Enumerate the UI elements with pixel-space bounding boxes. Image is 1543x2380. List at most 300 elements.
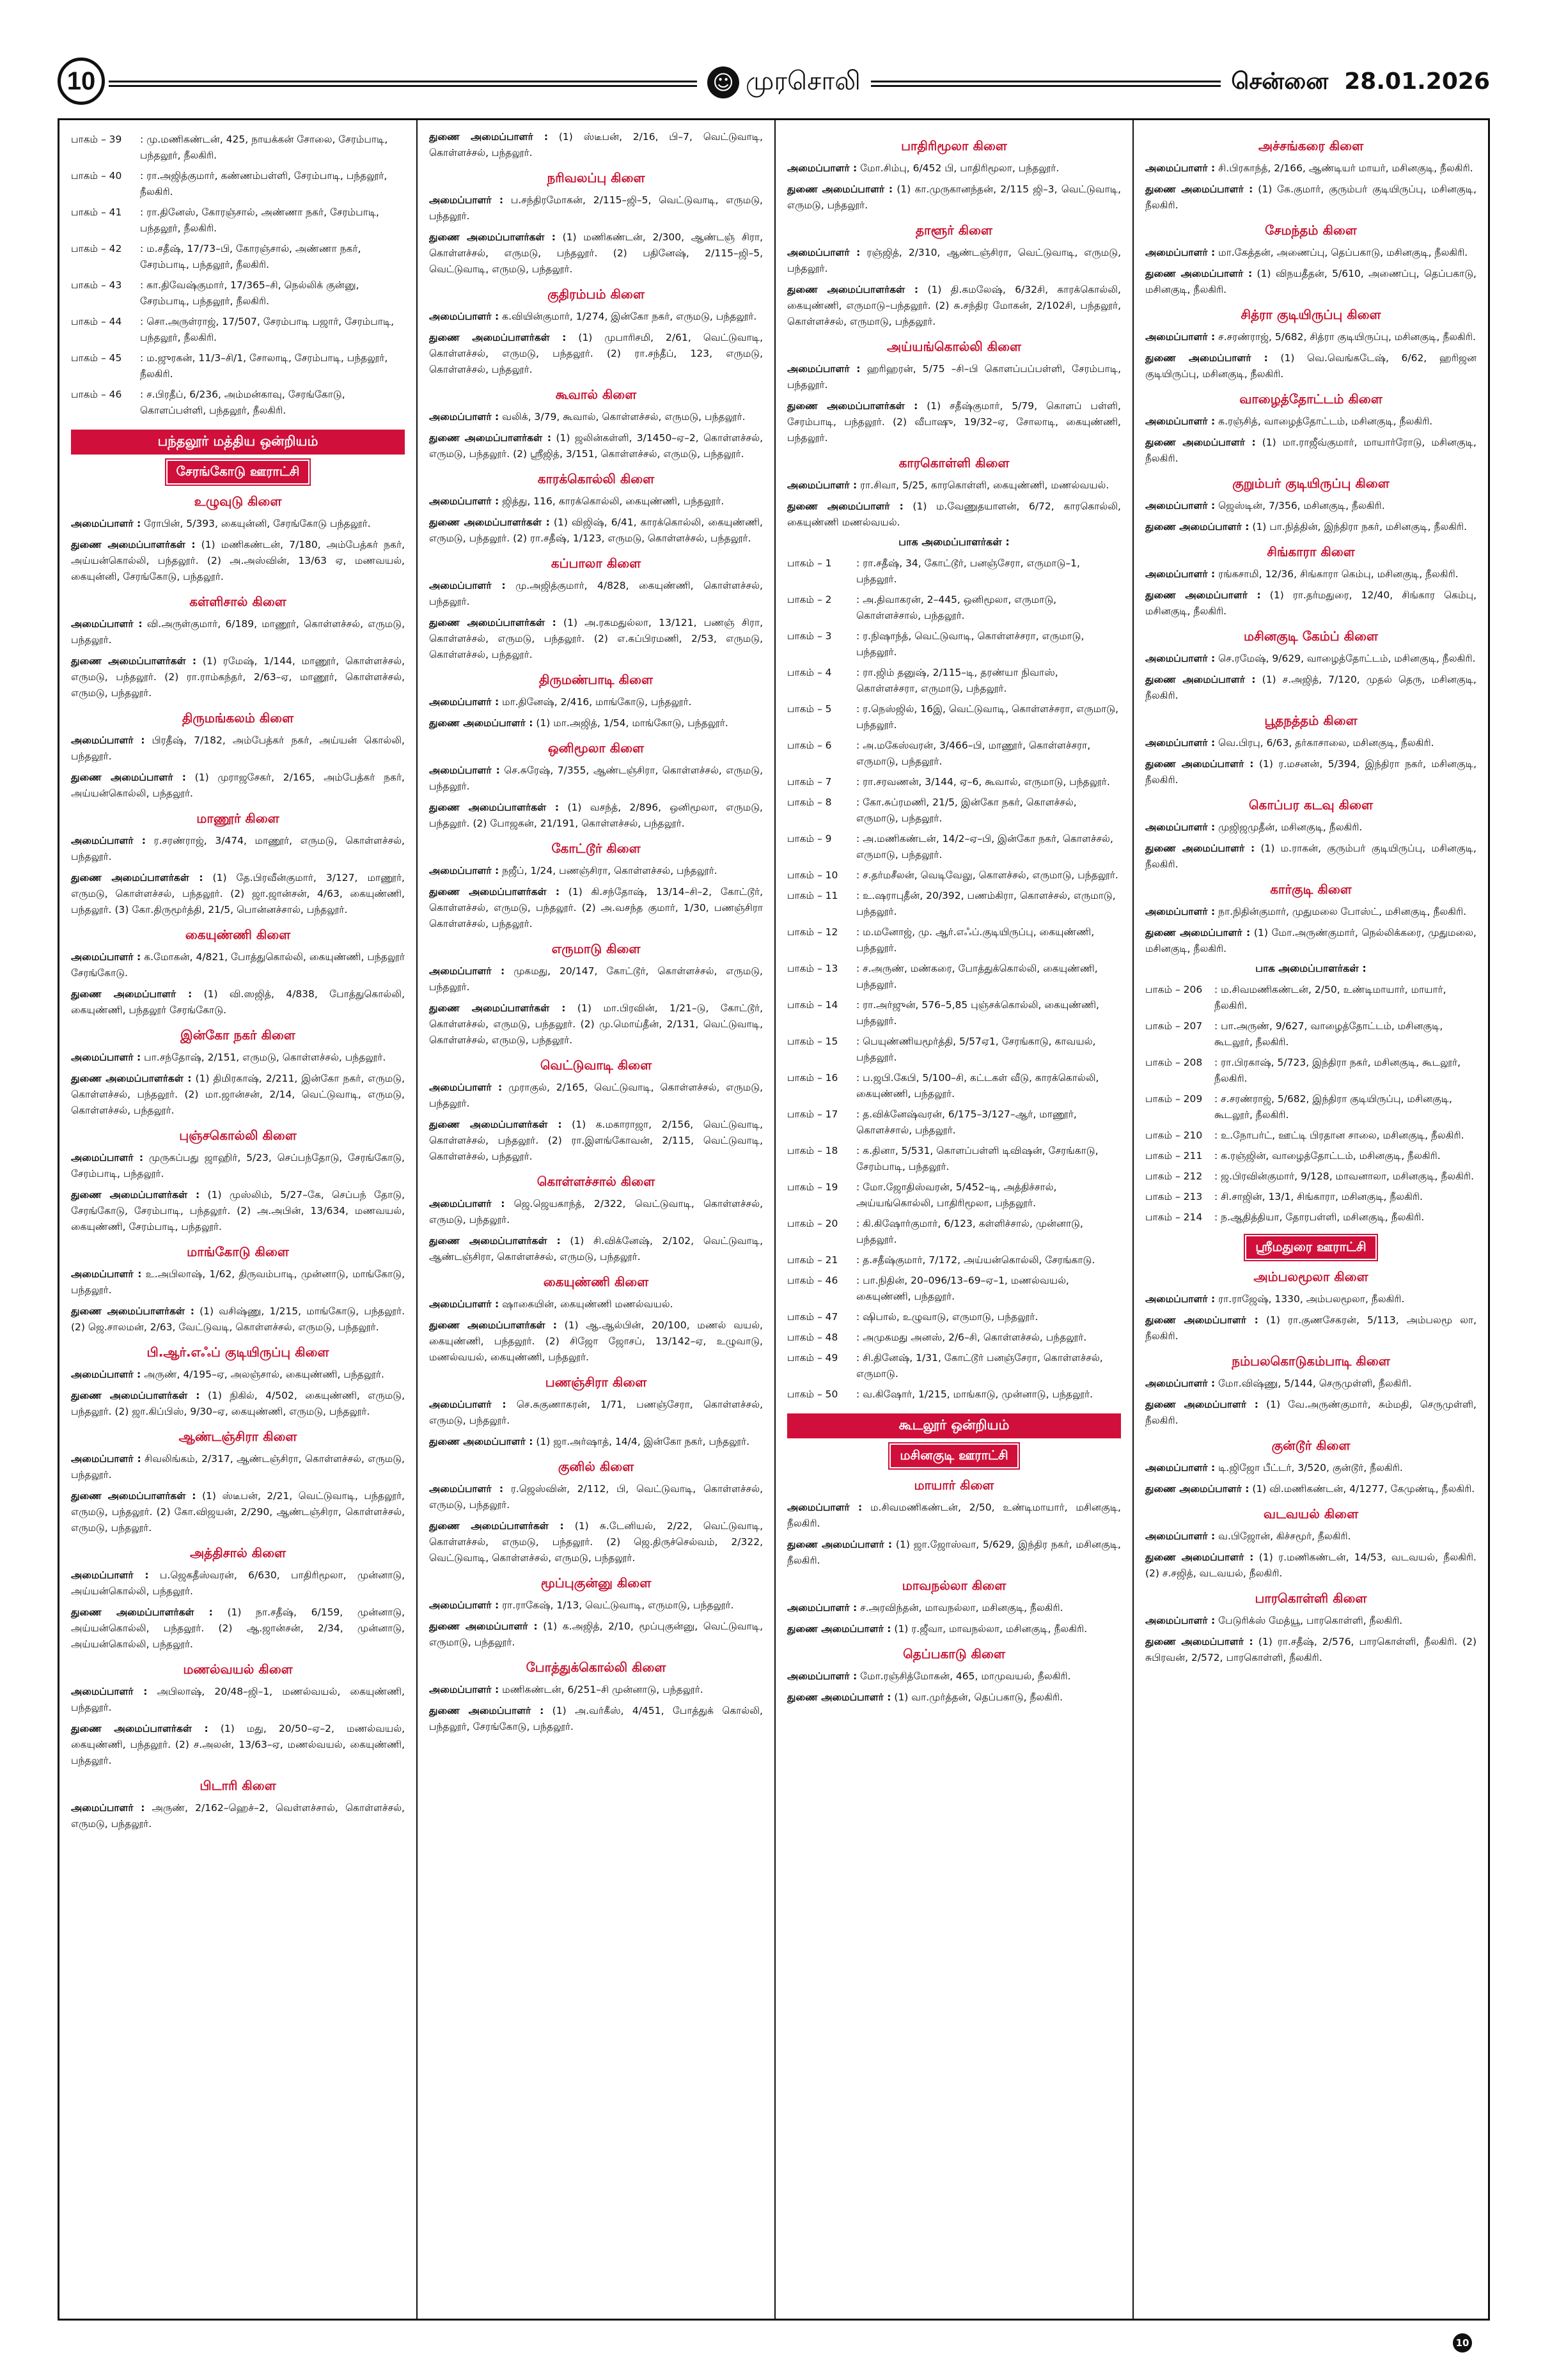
organizer-entry-label: அமைப்பாளர் : <box>787 162 858 174</box>
organizer-entry-label: அமைப்பாளர் : <box>71 835 146 846</box>
deputy-organizer-entry-text: (1) தி.கமலேஷ், 6/32சி, காரக்கொல்லி, கையுண்ணி, எருமாடு–பந்தலூர். (2) சு.சந்திர மோகன், 2/102சி, பந்தலூர், கொள்ளச்சல், எருமாடு, பந்தலூர். <box>787 284 1121 327</box>
organizer-entry-text: க.மோகன், 4/821, போத்துகொல்லி, கையுண்ணி, பந்தலூர் சேரங்கோடு. <box>71 951 405 979</box>
booth-row <box>1145 1018 1476 1055</box>
deputy-organizer-entry-text: (1) முஸ்லிம், 5/27–கே, செப்பந் தோடு, சேரங்கோடு, சேரம்பாடி, பந்தலூர். (2) அ.அபின், 13/634, மணவயல், கையுண்ணி, சேரம்பாடி, பந்தலூர். <box>71 1189 405 1233</box>
deputy-organizer-entry <box>71 1721 405 1769</box>
booth-agent: : ர.நெஸ்ஜில், 16இ, வெட்டுவாடி, கொள்ளச்சரா, எருமாடு, பந்தலூர். <box>856 703 1119 731</box>
deputy-organizer-entry <box>429 1619 763 1651</box>
organizer-entry-text: செ.ரமேஷ், 9/629, வாழைத்தோட்டம், மசினகுடி, நீலகிரி. <box>1218 653 1476 664</box>
deputy-organizer-entry <box>429 1518 763 1566</box>
deputy-organizer-entry-text: (1) வசிஷ்ணு, 1/215, மாங்கோடு, பந்தலூர். (2) ஜெ.சாலமன், 2/63, வேட்டுவடி, கொள்ளச்சல், எருமடு, பந்தலூர். <box>71 1305 405 1333</box>
deputy-organizer-entry-label: துணை அமைப்பாளர் : <box>429 1436 533 1447</box>
organizer-entry-text: முராகுல், 2/165, வெட்டுவாடி, கொள்ளச்சல், எருமடு, பந்தலூர். <box>429 1082 763 1109</box>
deputy-organizer-entry <box>71 537 405 585</box>
deputy-organizer-entry-label: துணை அமைப்பாளர்கள் : <box>429 432 552 444</box>
organizer-entry <box>71 1567 405 1599</box>
deputy-organizer-entry-text: (1) ம.ராகன், குரும்பர் குடியிருப்பு, மசினகுடி, நீலகிரி. <box>1145 843 1476 870</box>
organizer-entry-label: அமைப்பாளர் : <box>1145 568 1216 580</box>
deputy-organizer-entry-label: துணை அமைப்பாளர்கள் : <box>429 1520 564 1532</box>
branch-heading: மாவநல்லா கிளை <box>902 1578 1006 1593</box>
booth-row <box>787 1034 1121 1070</box>
organizer-entry-label: அமைப்பாளர் : <box>787 1602 858 1614</box>
deputy-organizer-entry-label: துணை அமைப்பாளர் : <box>1145 183 1253 195</box>
booth-row <box>787 867 1121 888</box>
deputy-organizer-entry-text: (1) வெ.வெங்கடேஷ், 6/62, ஹரிஜன குடியிருப்பு, மசினகுடி, நீலகிரி. <box>1145 352 1476 380</box>
deputy-organizer-entry-text: (1) ச.அஜித், 7/120, முதல் தெரு, மசினகுடி, நீலகிரி. <box>1145 674 1476 701</box>
booth-row <box>787 831 1121 867</box>
deputy-organizer-entry-label: துணை அமைப்பாளர்கள் : <box>71 1490 196 1502</box>
organizer-entry <box>1145 498 1476 514</box>
organizer-entry <box>1145 1528 1476 1544</box>
deputy-organizer-entry <box>787 1621 1121 1637</box>
deputy-organizer-entry <box>429 1000 763 1048</box>
booth-number: பாகம் – 47 <box>787 1311 838 1323</box>
deputy-organizer-entry-label: துணை அமைப்பாளர் : <box>787 183 893 195</box>
branch-heading: கப்பாலா கிளை <box>551 556 641 571</box>
branch-heading: போத்துக்கொல்லி கிளை <box>526 1660 666 1675</box>
branch-heading: பிடாரி கிளை <box>200 1778 276 1793</box>
booth-number: பாகம் – 209 <box>1145 1093 1203 1105</box>
organizer-entry-text: பா.சந்தோஷ், 2/151, எருமடு, கொள்ளச்சல், பந்தலூர். <box>144 1052 386 1063</box>
booth-number: பாகம் – 45 <box>71 352 122 364</box>
deputy-organizer-entry-text: (1) ர.ஜீவா, மாவநல்லா, மசினகுடி, நீலகிரி. <box>894 1623 1088 1635</box>
booth-agent: : த.விக்னேஷ்வரன், 6/175–3/127–ஆர், மாணூர், கொளச்சால், பந்தலூர். <box>856 1108 1077 1136</box>
organizer-entry <box>1145 566 1476 582</box>
booth-number: பாகம் – 2 <box>787 594 832 605</box>
deputy-organizer-entry <box>71 770 405 802</box>
organizer-entry-label: அமைப்பாளர் : <box>71 1569 149 1581</box>
booth-agent: : க.ரஞ்ஜின், வாழைத்தோட்டம், மசினகுடி, நீலகிரி. <box>1214 1150 1441 1162</box>
deputy-organizer-entry-label: துணை அமைப்பாளர் : <box>1145 1483 1249 1495</box>
branch-heading: தாளூர் கிளை <box>916 222 992 238</box>
deputy-organizer-entry-text: (1) கி.சந்தோஷ், 13/14–சி–2, கோட்டூர், கொள்ளச்சல், எருமடு, பந்தலூர். (2) அ.வசந்த குமார், 1/30, பணஞ்சிரா கொள்ளச்சல், பந்தலூர். <box>429 886 763 929</box>
deputy-organizer-entry-text: (1) சதீஷ்குமார், 5/79, கொளப் பள்ளி, சேரம்பாடி, பந்தலூர். (2) வீபாஷு, 19/32–ஏ, சோலாடி, கையுண்ணி, பந்தலூர். <box>787 400 1121 444</box>
booth-agent: : க.தினா, 5/531, கொளப்பள்ளி டிவிஷன், சேரங்காடு, சேரம்பாடி, பந்தலூர். <box>856 1145 1099 1172</box>
deputy-organizer-entry-text: (1) அ.வர்கீஸ், 4/451, போத்துக் கொல்லி, பந்தலூர், சேரங்கோடு, பந்தலூர். <box>429 1705 763 1732</box>
deputy-organizer-entry-label: துணை அமைப்பாளர் : <box>1145 352 1268 364</box>
booth-agent: : ர.நிஷாந்த், வெட்டுவாடி, கொள்ளச்சரா, எருமாடு, பந்தலூர். <box>856 630 1085 658</box>
branch-heading: குன்டூர் கிளை <box>1271 1438 1351 1453</box>
deputy-organizer-entry-label: துணை அமைப்பாளர்கள் : <box>787 284 919 295</box>
booth-agent: : ச.அருண், மண்கரை, போத்துக்கொல்லி, கையுண்ணி, பந்தலூர். <box>856 963 1098 990</box>
booth-number: பாகம் – 9 <box>787 833 832 844</box>
organizer-entry-text: மோ.விஷ்ணு, 5/144, செருமுள்ளி, நீலகிரி. <box>1218 1378 1412 1389</box>
organizer-entry <box>429 309 763 325</box>
booth-number: பாகம் – 20 <box>787 1218 838 1229</box>
organizer-entry-text: சி.பிரகாந்த், 2/166, ஆண்டியர் மாயர், மசினகுடி, நீலகிரி. <box>1218 162 1473 174</box>
deputy-organizer-entry <box>429 515 763 547</box>
organizer-entry-label: அமைப்பாளர் : <box>71 518 141 529</box>
deputy-organizer-entry-label: துணை அமைப்பாளர்கள் : <box>429 802 560 813</box>
booth-row <box>787 961 1121 997</box>
booth-table <box>1145 982 1476 1230</box>
organizer-entry-text: மணிகண்டன், 6/251–சி முன்னாடு, பந்தலூர். <box>502 1684 703 1695</box>
deputy-organizer-entry <box>1145 266 1476 298</box>
organizer-entry <box>787 1600 1121 1616</box>
masthead-title: முரசொலி <box>746 66 861 96</box>
booth-row <box>787 1070 1121 1107</box>
organizer-entry-label: அமைப்பாளர் : <box>1145 416 1216 427</box>
branch-heading: குறும்பர் குடியிருப்பு கிளை <box>1232 476 1390 491</box>
booth-row <box>71 350 405 387</box>
organizer-entry-text: ஜெஸ்டின், 7/356, மசினகுடி, நீலகிரி. <box>1218 500 1385 511</box>
organizer-entry-text: சிவலிங்கம், 2/317, ஆண்டஞ்சிரா, கொள்ளச்சல், எருமடு, பந்தலூர். <box>71 1453 405 1481</box>
booth-row <box>1145 1055 1476 1091</box>
booth-agent: : உ.ஷராபுதீன், 20/392, பணம்கிரா, கொளச்சல், எருமாடு, பந்தலூர். <box>856 890 1116 917</box>
organizer-entry-label: அமைப்பாளர் : <box>71 1453 141 1465</box>
branch-heading: அய்யங்கொல்லி கிளை <box>886 339 1022 354</box>
deputy-organizer-entry <box>71 1071 405 1119</box>
organizer-entry-label: அமைப்பாளர் : <box>71 951 141 963</box>
deputy-organizer-entry-label: துணை அமைப்பாளர் : <box>787 1623 891 1635</box>
deputy-organizer-entry-text: (1) ம.வேணுதயாளன், 6/72, காரகொல்லி, கையுண்ணி மணல்வயல். <box>787 501 1121 528</box>
booth-agent: : ச.தர்மசீலன், வெடிவேலு, கொளச்சல், எருமாடு, பந்தலூர். <box>856 869 1118 881</box>
column-4 <box>1134 120 1488 2319</box>
deputy-organizer-entry <box>429 800 763 832</box>
organizer-entry-text: ரா.ராஜேஷ், 1330, அம்பலமூலா, நீலகிரி. <box>1218 1293 1405 1305</box>
organizer-entry <box>1145 735 1476 751</box>
deputy-organizer-entry-text: (1) வா.முர்த்தன், தெப்பகாடு, நீலகிரி. <box>894 1692 1063 1703</box>
branch-heading: மசினகுடி கேம்ப் கிளை <box>1244 628 1378 644</box>
booth-agent: : ம.சிவமணிகண்டன், 2/50, உண்டிமாயார், மாயார், நீலகிரி. <box>1214 984 1446 1011</box>
organizer-entry <box>429 1196 763 1228</box>
organizer-entry-text: ஜித்து, 116, காரக்கொல்லி, கையுண்ணி, பந்தலூர். <box>502 495 725 507</box>
organizer-entry-text: மா.தினேஷ், 2/416, மாங்கோடு, பந்தலூர். <box>502 696 692 708</box>
deputy-organizer-entry-label: துணை அமைப்பாளர் : <box>787 1539 893 1550</box>
organizer-entry-text: ஜெ.ஜெயகாந்த், 2/322, வெட்டுவாடி, கொள்ளச்சல், எருமடு, பந்தலூர். <box>429 1198 763 1225</box>
organizer-entry <box>1145 1376 1476 1392</box>
dateline-city: சென்னை <box>1231 68 1329 95</box>
deputy-organizer-entry-label: துணை அமைப்பாளர் : <box>1145 674 1256 685</box>
booth-agent: : ம.சதீஷ், 17/73–பி, கோரஞ்சால், அண்ணா நகர், சேரம்பாடி, பந்தலூர், நீலகிரி. <box>140 243 361 270</box>
deputy-organizer-entry-text: (1) நா.சதீஷ், 6/159, முன்னாடு, அய்யன்கொல்லி, பந்தலூர். (2) ஆ.ஜான்சன், 2/34, முன்னாடு, அய்யன்கொல்லி, பந்தலூர். <box>71 1606 405 1650</box>
booth-agent: : ச.சரண்ராஜ், 5/682, இந்திரா குடியிருப்பு, மசினகுடி, கூடலூர், நீலகிரி. <box>1214 1093 1452 1121</box>
deputy-organizer-entry-label: துணை அமைப்பாளர்கள் : <box>429 1319 557 1331</box>
organizer-entry-text: ப.சந்திரமோகன், 2/115–ஜி–5, வெட்டுவாடி, எருமடு, பந்தலூர். <box>429 194 763 222</box>
booth-number: பாகம் – 44 <box>71 316 122 327</box>
deputy-organizer-entry-text: (1) ஜலின்கள்ளி, 3/1450–ஏ–2, கொள்ளச்சல், எருமடு, பந்தலூர். (2) ஸ்ரீஜித், 3/151, கொள்ளச்சல், எருமடு, பந்தலூர். <box>429 432 763 460</box>
booth-row <box>1145 1091 1476 1128</box>
booth-agent: : ஷிபால், உழுவாடு, எருமாடு, பந்தலூர். <box>856 1311 1038 1323</box>
deputy-organizer-entry <box>1145 1634 1476 1666</box>
organizer-entry <box>1145 414 1476 430</box>
booth-row <box>1145 982 1476 1018</box>
deputy-organizer-entry-label: துணை அமைப்பாளர் : <box>71 988 192 1000</box>
organizer-entry-text: மோ.ரஞ்சித்மோகன், 465, மாமுவயல், நீலகிரி. <box>860 1670 1071 1682</box>
deputy-organizer-entry-label: துணை அமைப்பாளர் : <box>1145 437 1256 448</box>
branch-heading: உழுவுடு கிளை <box>194 494 282 509</box>
deputy-organizer-entry <box>429 129 763 161</box>
deputy-organizer-entry-label: துணை அமைப்பாளர் : <box>1145 268 1253 279</box>
booth-agent: : ரா.அர்ஜுன், 576–5,85 புஞ்சக்கொல்லி, கையுண்ணி, பந்தலூர். <box>856 999 1099 1027</box>
deputy-organizer-entry-text: (1) சி.விக்னேஷ், 2/102, வெட்டுவாடி, ஆண்டஞ்சிரா, கொள்ளச்சல், எருமடு, பந்தலூர். <box>429 1235 763 1263</box>
organizer-entry-label: அமைப்பாளர் : <box>71 735 145 746</box>
branch-heading: இன்கோ நகர் கிளை <box>180 1027 295 1043</box>
deputy-organizer-entry-label: துணை அமைப்பாளர் : <box>429 1705 544 1716</box>
booth-agents-heading: பாக அமைப்பாளர்கள் : <box>898 536 1010 548</box>
organizer-entry-label: அமைப்பாளர் : <box>1145 1378 1216 1389</box>
organizer-entry-label: அமைப்பாளர் : <box>1145 1462 1216 1474</box>
deputy-organizer-entry-text: (1) ரமேஷ், 1/144, மாணூர், கொள்ளச்சல், எருமடு, பந்தலூர். (2) ரா.ராம்கந்தர், 2/63–ஏ, மாணூர், கொள்ளச்சல், எருமடு, பந்தலூர். <box>71 655 405 699</box>
deputy-organizer-entry-text: (1) முபாரிசமி, 2/61, வெட்டுவாடி, கொள்ளச்சல், எருமடு, பந்தலூர். (2) ரா.சந்தீப், 123, எருமடு, கொள்ளச்சல், பந்தலூர். <box>429 332 763 375</box>
organizer-entry-text: பிரதீஷ், 7/182, அம்பேத்கர் நகர், அய்யன் கொல்லி, பந்தலூர். <box>71 735 405 762</box>
booth-number: பாகம் – 50 <box>787 1388 838 1400</box>
organizer-entry <box>787 160 1121 176</box>
sun-logo-icon: ☺ <box>707 66 739 98</box>
organizer-entry-text: க.வியின்குமார், 1/274, இன்கோ நகர், எருமடு, பந்தலூர். <box>502 311 757 322</box>
deputy-organizer-entry-label: துணை அமைப்பாளர்கள் : <box>429 1119 562 1130</box>
deputy-organizer-entry <box>429 884 763 932</box>
deputy-organizer-entry-text: (1) மணிகண்டன், 2/300, ஆண்டஞ் சிரா, கொள்ளச்சல், எருமடு, பந்தலூர். (2) பதினேஷ், 2/115–ஜி–5, வெட்டுவாடி, எருமடு, பந்தலூர். <box>429 231 763 275</box>
booth-agent: : வ.கிஷோர், 1/215, மாங்காடு, முன்னாடு, பந்தலூர். <box>856 1388 1093 1400</box>
organizer-entry <box>1145 651 1476 667</box>
organizer-entry <box>71 616 405 648</box>
deputy-organizer-entry-label: துணை அமைப்பாளர் : <box>1145 1552 1254 1563</box>
booth-row <box>787 774 1121 795</box>
organizer-entry-label: அமைப்பாளர் : <box>429 1082 503 1093</box>
booth-number: பாகம் – 214 <box>1145 1211 1203 1223</box>
booth-row <box>787 1143 1121 1179</box>
organizer-entry <box>1145 820 1476 836</box>
dateline-date: 28.01.2026 <box>1344 68 1490 95</box>
organizer-entry-label: அமைப்பாளர் : <box>1145 331 1216 343</box>
deputy-organizer-entry <box>1145 182 1476 214</box>
booth-table <box>787 556 1121 1407</box>
booth-agent: : ரா.சதீஷ், 34, கோட்டூர், பனஞ்சேரா, எருமாடு–1, பந்தலூர். <box>856 557 1080 585</box>
branch-heading: அம்பலமூலா கிளை <box>1253 1269 1368 1284</box>
organizer-entry-label: அமைப்பாளர் : <box>429 865 499 876</box>
deputy-organizer-entry-label: துணை அமைப்பாளர் : <box>1145 521 1249 533</box>
deputy-organizer-entry <box>429 330 763 378</box>
organizer-entry-text: செ.சுகுணாகரன், 1/71, பணஞ்சேரா, கொள்ளச்சல், எருமடு, பந்தலூர். <box>429 1399 763 1426</box>
booth-row <box>1145 1209 1476 1230</box>
organizer-entry-text: அருண், 2/162–ஹெச்–2, வெள்ளச்சால், கொள்ளச்சல், எருமடு, பந்தலூர். <box>71 1802 405 1830</box>
deputy-organizer-entry <box>71 986 405 1018</box>
deputy-organizer-entry-label: துணை அமைப்பாளர் : <box>71 772 186 783</box>
booth-agent: : ம.மனோஜ், மு. ஆர்.எஃப்.குடியிருப்பு, கையுண்ணி, பந்தலூர். <box>856 926 1095 954</box>
deputy-organizer-entry-text: (1) க.மகாராஜா, 2/156, வெட்டுவாடி, கொள்ளச்சல், பந்தலூர். (2) ரா.இளங்கோவன், 2/115, வெட்டுவாடி, கொள்ளச்சல், பந்தலூர். <box>429 1119 764 1162</box>
deputy-organizer-entry-label: துணை அமைப்பாளர் : <box>787 501 904 512</box>
deputy-organizer-entry <box>71 1605 405 1653</box>
organizer-entry-label: அமைப்பாளர் : <box>429 1198 505 1209</box>
booth-number: பாகம் – 41 <box>71 206 122 218</box>
organizer-entry <box>71 949 405 981</box>
deputy-organizer-entry-text: (1) மா.அஜித், 1/54, மாங்கோடு, பந்தலூர். <box>536 717 728 729</box>
deputy-organizer-entry <box>1145 519 1476 535</box>
organizer-entry-text: நஜீப், 1/24, பணஞ்சிரா, கொள்ளச்சல், பந்தலூர். <box>502 865 717 876</box>
booth-agent: : கா.திவேஷ்குமார், 17/365–சி, நெல்லிக் குன்னு, சேரம்பாடி, பந்தலூர், நீலகிரி. <box>140 279 359 307</box>
booth-agent: : ரா.தினேஸ், கோரஞ்சால், அண்ணா நகர், சேரம்பாடி, பந்தலூர், நீலகிரி. <box>140 206 379 234</box>
deputy-organizer-entry <box>71 1303 405 1335</box>
organizer-entry-label: அமைப்பாளர் : <box>1145 247 1216 258</box>
organizer-entry-text: ப.ஜெகதீஸ்வரன், 6/630, பாதிரிமூலா, முன்னாடு, அய்யன்கொல்லி, பந்தலூர். <box>71 1569 405 1597</box>
booth-row <box>787 701 1121 738</box>
booth-agent: : சி.சாஜின், 13/1, சிங்காரா, மசினகுடி, நீலகிரி. <box>1214 1191 1423 1202</box>
organizer-entry <box>71 1800 405 1832</box>
organizer-entry-text: ரங்கசாமி, 12/36, சிங்காரா கெம்பு, மசினகுடி, நீலகிரி. <box>1218 568 1459 580</box>
branch-heading: திருமங்கலம் கிளை <box>182 710 294 726</box>
booth-agent: : அமுகமது அனஸ், 2/6–சி, கொள்ளச்சல், பந்தலூர். <box>856 1332 1087 1343</box>
booth-agent: : ரா.ஜிம் தனுஷ், 2/115–டி, தரண்யா நிவாஸ், கொள்ளச்சரா, எருமாடு, பந்தலூர். <box>856 667 1058 694</box>
booth-row <box>71 241 405 277</box>
deputy-organizer-entry <box>1145 1397 1476 1429</box>
deputy-organizer-entry-text: (1) மா.பிரவின், 1/21–டு, கோட்டூர், கொள்ளச்சல், எருமடு, பந்தலூர். (2) மு.மொய்தீன், 2/131, வெட்டுவாடி, கொள்ளச்சல், எருமடு, பந்தலூர். <box>429 1002 764 1046</box>
booth-number: பாகம் – 213 <box>1145 1191 1203 1202</box>
deputy-organizer-entry-label: துணை அமைப்பாளர்கள் : <box>429 517 550 528</box>
booth-number: பாகம் – 16 <box>787 1072 838 1084</box>
booth-number: பாகம் – 17 <box>787 1108 838 1120</box>
booth-agent: : ம.ஜுரகன், 11/3–சி/1, சோலாடி, சேரம்பாடி, பந்தலூர், நீலகிரி. <box>140 352 388 380</box>
booth-agent: : ரா.சரவணன், 3/144, ஏ–6, கூவால், எருமாடு, பந்தலூர். <box>856 776 1110 788</box>
organizer-entry <box>429 409 763 425</box>
booth-number: பாகம் – 7 <box>787 776 832 788</box>
organizer-entry <box>1145 1460 1476 1476</box>
deputy-organizer-entry-label: துணை அமைப்பாளர்கள் : <box>429 886 560 898</box>
deputy-organizer-entry <box>429 1703 763 1735</box>
booth-number: பாகம் – 14 <box>787 999 838 1011</box>
union-banner: கூடலூர் ஒன்றியம் <box>787 1413 1121 1438</box>
booth-number: பாகம் – 5 <box>787 703 832 715</box>
booth-row <box>787 1350 1121 1387</box>
branch-heading: கையுண்ணி கிளை <box>185 927 291 942</box>
column-1 <box>59 120 418 2319</box>
deputy-organizer-entry-label: துணை அமைப்பாளர்கள் : <box>71 1189 200 1201</box>
deputy-organizer-entry-label: துணை அமைப்பாளர் : <box>787 1692 891 1703</box>
branch-heading: கார்குடி கிளை <box>1270 882 1352 897</box>
organizer-entry-label: அமைப்பாளர் : <box>1145 162 1216 174</box>
organizer-entry <box>1145 1613 1476 1629</box>
deputy-organizer-entry <box>429 715 763 731</box>
branch-heading: கொள்ளச்சால் கிளை <box>537 1174 655 1189</box>
organizer-entry-text: உ.அபிலாஷ், 1/62, திருவம்பாடி, முன்னாடு, மாங்கோடு, பந்தலூர். <box>71 1268 405 1296</box>
booth-agent: : மோ.ஜோதிஸ்வரன், 5/452–டி, அத்திச்சால், அய்யங்கொல்லி, பாதிரிமூலா, பந்தலூர். <box>856 1181 1057 1209</box>
deputy-organizer-entry <box>1145 1550 1476 1582</box>
deputy-organizer-entry-text: (1) தே.பிரவீன்குமார், 3/127, மாணூர், எருமடு, கொள்ளச்சல், பந்தலூர். (2) ஜா.ஜான்சன், 4/63, கையுண்ணி, பந்தலூர். (3) கோ.திருமூர்த்தி, 21/5, பொன்னச்சால், பந்தலூர். <box>71 872 405 915</box>
deputy-organizer-entry-label: துணை அமைப்பாளர்கள் : <box>71 1390 200 1401</box>
deputy-organizer-entry-text: (1) ர.மசனன், 5/394, இந்திரா நகர், மசினகுடி, நீலகிரி. <box>1145 758 1476 786</box>
deputy-organizer-entry-label: துணை அமைப்பாளர்கள் : <box>429 1002 566 1014</box>
organizer-entry-text: முருகப்பது ஜாஹிர், 5/23, செப்பந்தோடு, சேரங்கோடு, சேரம்பாடி, பந்தலூர். <box>71 1152 405 1179</box>
organizer-entry-text: டி.ஜிஜோ பீட்டர், 3/520, குன்டூர், நீலகிரி. <box>1218 1462 1403 1474</box>
organizer-entry-text: நா.நிதின்குமார், முதுமலை போஸ்ட், மசினகுடி, நீலகிரி. <box>1218 906 1467 917</box>
organizer-entry <box>71 1684 405 1716</box>
deputy-organizer-entry <box>787 282 1121 330</box>
branch-heading: வெட்டுவாடி கிளை <box>540 1057 652 1073</box>
booth-row <box>787 1252 1121 1273</box>
organizer-entry-text: ஷாகையின், கையுண்ணி மணல்வயல். <box>502 1298 673 1310</box>
organizer-entry-label: அமைப்பாளர் : <box>429 311 499 322</box>
booth-number: பாகம் – 48 <box>787 1332 838 1343</box>
organizer-entry-label: அமைப்பாளர் : <box>1145 1615 1216 1626</box>
booth-number: பாகம் – 42 <box>71 243 122 254</box>
deputy-organizer-entry-label: துணை அமைப்பாளர் : <box>429 1621 538 1632</box>
organizer-entry <box>429 1080 763 1112</box>
branch-heading: சிங்காரா கிளை <box>1267 544 1355 559</box>
booth-row <box>1145 1169 1476 1189</box>
organizer-entry-text: வி.அருள்குமார், 6/189, மாணூர், கொள்ளச்சல், எருமடு, பந்தலூர். <box>71 618 405 646</box>
booth-number: பாகம் – 4 <box>787 667 832 678</box>
organizer-entry-label: அமைப்பாளர் : <box>71 1052 141 1063</box>
booth-agents-heading: பாக அமைப்பாளர்கள் : <box>1255 962 1367 974</box>
booth-row <box>1145 1148 1476 1169</box>
booth-row <box>71 132 405 168</box>
deputy-organizer-entry-label: துணை அமைப்பாளர்கள் : <box>429 617 556 628</box>
organizer-entry-label: அமைப்பாளர் : <box>429 495 499 507</box>
booth-agent: : த.சதீஷ்குமார், 7/172, அய்யன்கொல்லி, சேரங்காடு. <box>856 1254 1095 1266</box>
booth-agent: : ச.பிரதீப், 6/236, அம்மன்காவு, சேரங்கோடு, கொளப்பள்ளி, பந்தலூர், நீலகிரி. <box>140 389 345 416</box>
branch-heading: மூப்புகுன்னு கிளை <box>540 1575 652 1591</box>
booth-number: பாகம் – 39 <box>71 134 122 145</box>
organizer-entry-label: அமைப்பாளர் : <box>1145 500 1216 511</box>
organizer-entry-label: அமைப்பாளர் : <box>1145 653 1216 664</box>
deputy-organizer-entry <box>787 1690 1121 1706</box>
deputy-organizer-entry <box>1145 350 1476 382</box>
footer-page-number: 10 <box>1453 2333 1472 2353</box>
branch-heading: குனில் கிளை <box>558 1459 634 1474</box>
deputy-organizer-entry-text: (1) கே.குமார், குரும்பர் குடியிருப்பு, மசினகுடி, நீலகிரி. <box>1145 183 1476 211</box>
branch-heading: கோட்டூர் கிளை <box>551 841 641 856</box>
branch-heading: குதிரம்பம் கிளை <box>547 286 645 302</box>
branch-heading: காரக்கொல்லி கிளை <box>537 471 655 486</box>
booth-row <box>787 1273 1121 1309</box>
booth-number: பாகம் – 11 <box>787 890 838 901</box>
booth-number: பாகம் – 15 <box>787 1036 838 1047</box>
organizer-entry-label: அமைப்பாளர் : <box>429 1599 499 1611</box>
organizer-entry-label: அமைப்பாளர் : <box>787 363 861 375</box>
organizer-entry-text: முஜிஜமுதீன், மசினகுடி, நீலகிரி. <box>1218 821 1363 833</box>
deputy-organizer-entry-label: துணை அமைப்பாளர்கள் : <box>71 1305 194 1317</box>
branch-heading: மாணூர் கிளை <box>196 811 279 826</box>
deputy-organizer-entry-text: (1) ஜா.ஜோஸ்வா, 5/629, இந்திர நகர், மசினகுடி, நீலகிரி. <box>787 1539 1121 1566</box>
booth-agent: : மு.மணிகண்டன், 425, நாயக்கன் சோலை, சேரம்பாடி, பந்தலூர், நீலகிரி. <box>140 134 388 161</box>
panchayat-label: ஸ்ரீமதுரை ஊராட்சி <box>1245 1235 1376 1260</box>
deputy-organizer-entry <box>1145 756 1476 788</box>
organizer-entry-text: அபிலாஷ், 20/48–ஜி–1, மணல்வயல், கையுண்ணி, பந்தலூர். <box>71 1686 405 1713</box>
deputy-organizer-entry <box>787 1537 1121 1569</box>
deputy-organizer-entry <box>429 1117 763 1165</box>
booth-agent: : ரா.பிரகாஷ், 5/723, இந்திரா நகர், மசினகுடி, கூடலூர், நீலகிரி. <box>1214 1057 1461 1084</box>
deputy-organizer-entry <box>71 1388 405 1420</box>
deputy-organizer-entry <box>1145 587 1476 619</box>
content-frame <box>58 118 1490 2321</box>
branch-heading: அத்திசால் கிளை <box>189 1545 286 1560</box>
deputy-organizer-entry-label: துணை அமைப்பாளர் : <box>1145 758 1254 770</box>
deputy-organizer-entry <box>429 615 763 663</box>
organizer-entry-label: அமைப்பாளர் : <box>429 1298 499 1310</box>
booth-row <box>787 997 1121 1034</box>
organizer-entry-text: வலிக், 3/79, கூவால், கொள்ளச்சல், எருமடு, பந்தலூர். <box>502 411 746 423</box>
branch-heading: நரிவலப்பு கிளை <box>547 170 645 185</box>
organizer-entry <box>787 478 1121 494</box>
organizer-entry <box>71 1451 405 1483</box>
deputy-organizer-entry-label: துணை அமைப்பாளர்கள் : <box>429 332 567 343</box>
deputy-organizer-entry <box>71 870 405 918</box>
organizer-entry <box>787 245 1121 277</box>
booth-number: பாகம் – 19 <box>787 1181 838 1193</box>
organizer-entry <box>429 963 763 995</box>
booth-number: பாகம் – 13 <box>787 963 838 974</box>
booth-number: பாகம் – 206 <box>1145 984 1203 995</box>
deputy-organizer-entry-text: (1) ரா.சதீஷ், 2/576, பாரகொள்ளி, நீலகிரி. (2) சுபிரவன், 2/572, பாரகொள்ளி, நீலகிரி. <box>1145 1636 1476 1663</box>
organizer-entry <box>1145 245 1476 261</box>
booth-row <box>787 1216 1121 1252</box>
organizer-entry-label: அமைப்பாளர் : <box>429 1684 499 1695</box>
booth-number: பாகம் – 208 <box>1145 1057 1203 1068</box>
deputy-organizer-entry-text: (1) ஆ.ஆல்பின், 20/100, மணல் வயல், கையுண்ணி, பந்தலூர். (2) சிஜோ ஜோசப், 13/142–ஏ, உழுவாடு, மணல்வயல், கையுண்ணி, பந்தலூர். <box>429 1319 763 1363</box>
organizer-entry-text: ச.சரண்ராஜ், 5/682, சித்ரா குடியிருப்பு, மசினகுடி, நீலகிரி. <box>1218 331 1476 343</box>
deputy-organizer-entry-label: துணை அமைப்பாளர்கள் : <box>71 1723 208 1734</box>
organizer-entry <box>71 1050 405 1066</box>
